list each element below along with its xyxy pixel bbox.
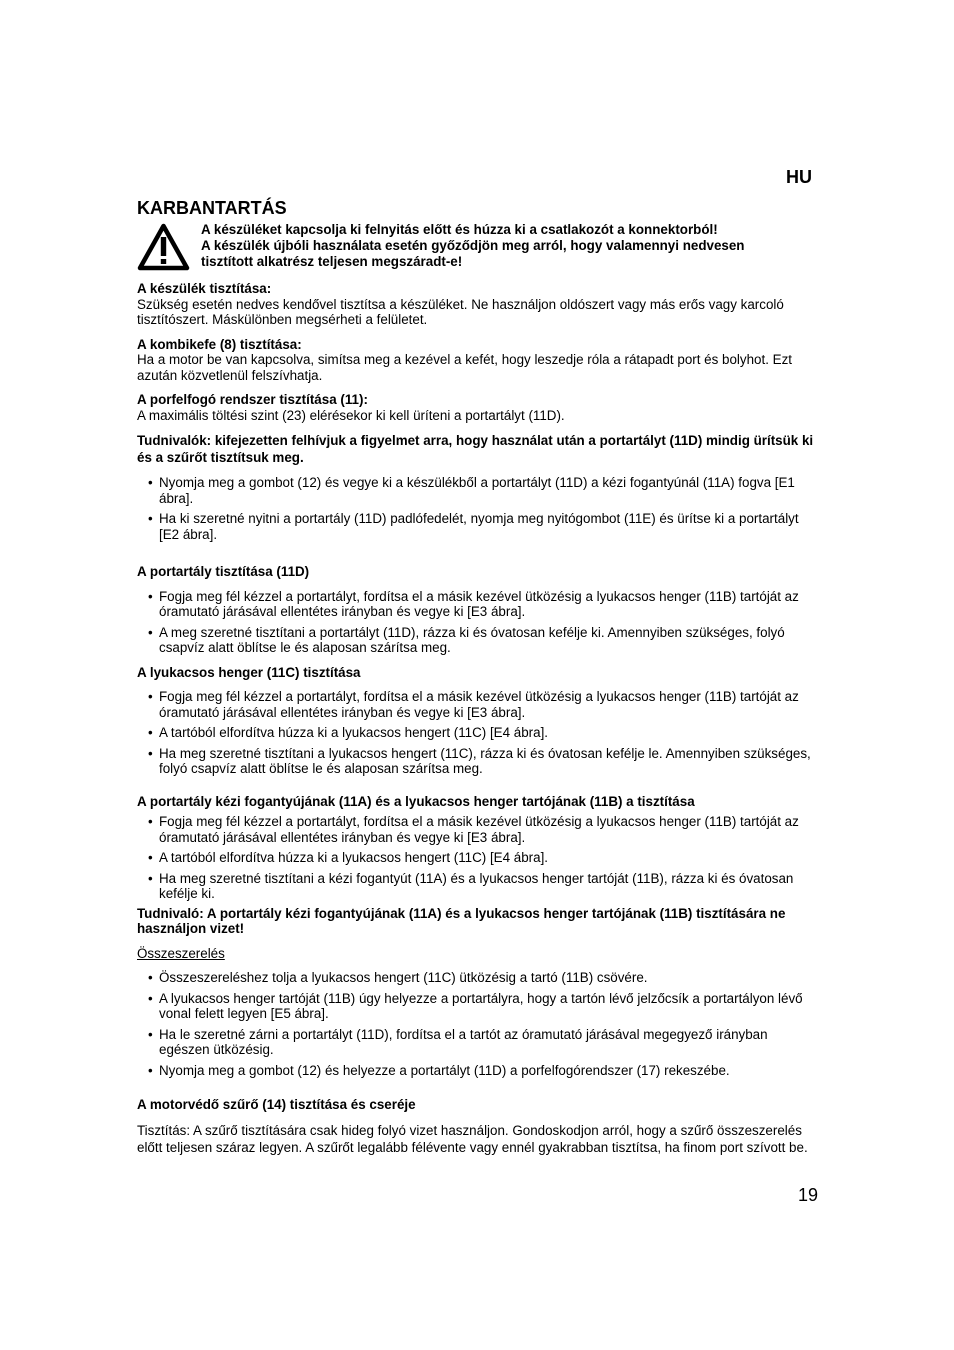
instruction-list [137, 814, 819, 902]
list-item: • A meg szeretné tisztítani a portartályt (11D), rázza ki és óvatosan kefélje ki. Amennyiben szükséges, folyó csapvíz alatt öblítse le és alaposan szárítsa meg. [137, 625, 819, 656]
section-heading: A porfelfogó rendszer tisztítása (11): [137, 392, 368, 407]
warning-text [201, 222, 811, 270]
list-item: • Ha meg szeretné tisztítani a kézi fogantyút (11A) és a lyukacsos henger tartóját (11B), rázza ki és óvatosan kefélje ki. [137, 871, 819, 902]
section-text: Ha a motor be van kapcsolva, simítsa meg a kezével a kefét, hogy leszedje róla a rátapadt port és bolyhot. Ezt azután közvetlenül felszívhatja. [137, 352, 792, 383]
instruction-list [137, 970, 819, 1078]
list-item: • Fogja meg fél kézzel a portartályt, fordítsa el a másik kezével ütközésig a lyukacsos henger (11B) tartóját az óramutató járásával ellentétes irányban és vegye ki [E3 ábra]. [137, 689, 819, 720]
language-code: HU [786, 167, 812, 187]
list-item: • Ha le szeretné zárni a portartályt (11D), fordítsa el a tartót az óramutató járásával megegyező irányban egészen ütközésig. [137, 1027, 819, 1058]
page-title: KARBANTARTÁS [137, 198, 287, 218]
section-heading: A motorvédő szűrő (14) tisztítása és cseréje [137, 1097, 416, 1112]
section-heading: A portartály kézi fogantyújának (11A) és a lyukacsos henger tartójának (11B) a tisztítása [137, 793, 695, 809]
list-item: • A lyukacsos henger tartóját (11B) úgy helyezze a portartályra, hogy a tartón lévő jelzőcsík a portartályon lévő vonal felett legyen [E5 ábra]. [137, 991, 819, 1022]
section-heading: A lyukacsos henger (11C) tisztítása [137, 664, 361, 680]
section-assembly [137, 946, 819, 1079]
warning-line: tisztított alkatrész teljesen megszáradt-e! [201, 254, 463, 269]
section-cylinder-cleaning [137, 665, 819, 777]
section-device-cleaning [137, 281, 819, 328]
instruction-list [137, 475, 819, 542]
section-brush-cleaning [137, 337, 819, 384]
warning-line: A készüléket kapcsolja ki felnyitás előtt és húzza ki a csatlakozót a konnektorból! [201, 222, 718, 237]
list-item: • Fogja meg fél kézzel a portartályt, fordítsa el a másik kezével ütközésig a lyukacsos henger (11B) tartóját az óramutató járásával ellentétes irányban és vegye ki [E3 ábra]. [137, 814, 819, 845]
list-item: • A tartóból elfordítva húzza ki a lyukacsos hengert (11C) [E4 ábra]. [137, 850, 819, 866]
note-text: Tudnivaló: A portartály kézi fogantyújának (11A) és a lyukacsos henger tartójának (11B) tisztítására ne használjon vizet! [137, 905, 786, 936]
list-item: • Összeszereléshez tolja a lyukacsos hengert (11C) ütközésig a tartó (11B) csövére. [137, 970, 819, 986]
warning-line: A készülék újbóli használata esetén győződjön meg arról, hogy valamennyi nedvesen [201, 238, 745, 253]
section-text: A maximális töltési szint (23) elérésekor ki kell üríteni a portartályt (11D). [137, 407, 565, 423]
section-container-cleaning [137, 564, 819, 656]
list-item: • Nyomja meg a gombot (12) és vegye ki a készülékből a portartályt (11D) a kézi fogantyúnál (11A) fogva [E1 ábra]. [137, 475, 819, 506]
list-item: • Ha meg szeretné tisztítani a lyukacsos hengert (11C), rázza ki és óvatosan kefélje le. Amennyiben szükséges, folyó csapvíz alatt öblítse le és alaposan szárítsa meg. [137, 746, 819, 777]
maintenance-content [137, 281, 819, 1156]
section-heading: A portartály tisztítása (11D) [137, 564, 310, 579]
section-handle-holder-cleaning [137, 794, 819, 937]
section-dust-system-cleaning [137, 392, 819, 542]
page-number: 19 [798, 1185, 819, 1205]
list-item: • A tartóból elfordítva húzza ki a lyukacsos hengert (11C) [E4 ábra]. [137, 725, 819, 741]
instruction-list [137, 689, 819, 777]
section-text: Tisztítás: A szűrő tisztítására csak hideg folyó vizet használjon. Gondoskodjon arról, hogy a szűrő összeszerelés előtt teljesen száraz legyen. A szűrőt legalább félévente vagy ennél gyakrabban tisztítsa, ha finom port szívott be. [137, 1122, 808, 1155]
list-item: • Fogja meg fél kézzel a portartályt, fordítsa el a másik kezével ütközésig a lyukacsos henger (11B) tartóját az óramutató járásával ellentétes irányban és vegye ki [E3 ábra]. [137, 589, 819, 620]
instruction-list [137, 589, 819, 656]
note-text: Tudnivalók: kifejezetten felhívjuk a figyelmet arra, hogy használat után a portartályt (11D) mindig ürítsük ki és a szűrőt tisztítsuk meg. [137, 433, 814, 465]
section-heading: Összeszerelés [137, 945, 225, 961]
section-text: Szükség esetén nedves kendővel tisztítsa a készüléket. Ne használjon oldószert vagy más erős vagy karcoló tisztítószert. Máskülönben megsérheti a felületet. [137, 296, 784, 327]
list-item: • Ha ki szeretné nyitni a portartály (11D) padlófedelét, nyomja meg nyitógombot (11E) és ürítse ki a portartályt [E2 ábra]. [137, 511, 819, 542]
warning-triangle-icon [137, 223, 190, 271]
section-heading: A kombikefe (8) tisztítása: [137, 336, 302, 352]
list-item: • Nyomja meg a gombot (12) és helyezze a portartályt (11D) a porfelfogórendszer (17) rekeszébe. [137, 1063, 819, 1079]
section-motor-filter [137, 1097, 819, 1156]
section-heading: A készülék tisztítása: [137, 281, 272, 296]
